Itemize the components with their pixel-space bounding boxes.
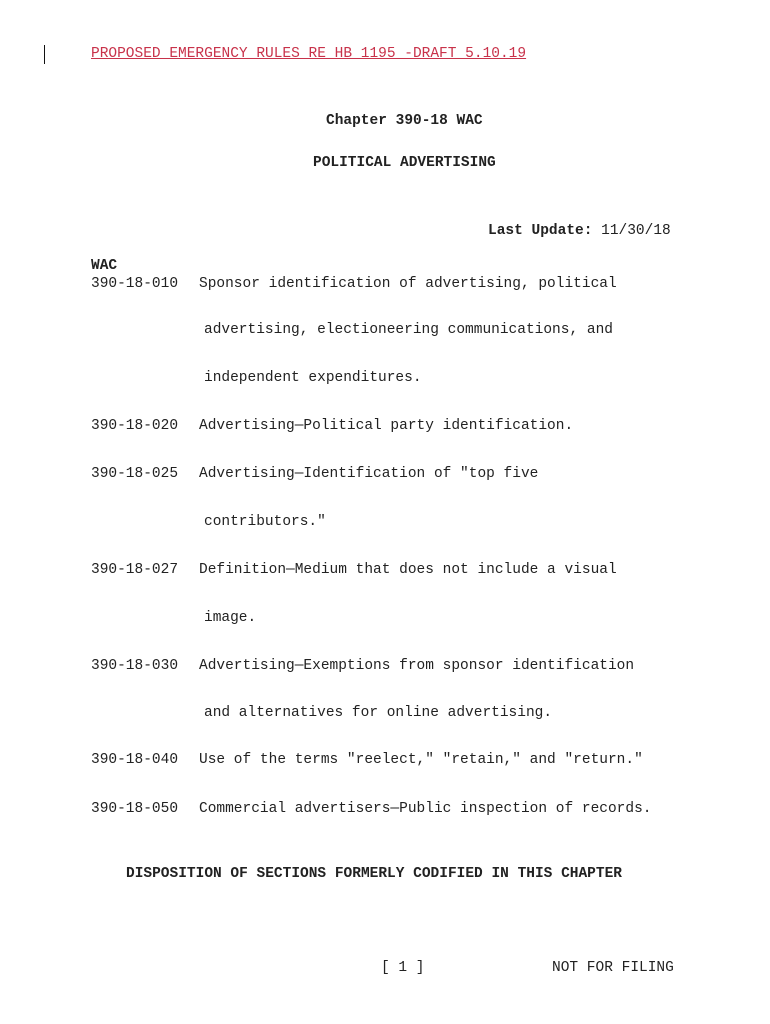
section-title-line: image. <box>204 610 257 626</box>
section-number: 390-18-025 <box>91 466 179 482</box>
section-title-line: Definition—Medium that does not include a visual <box>199 562 617 578</box>
section-title-line: independent expenditures. <box>204 370 422 386</box>
section-number: 390-18-050 <box>91 801 179 817</box>
chapter-subtitle: POLITICAL ADVERTISING <box>313 155 496 171</box>
section-title-line: contributors." <box>204 514 326 530</box>
last-update-value: 11/30/18 <box>601 223 671 239</box>
page-number: [ 1 ] <box>381 960 425 976</box>
section-number: 390-18-027 <box>91 562 179 578</box>
section-number: 390-18-030 <box>91 658 179 674</box>
footer-notice: NOT FOR FILING <box>552 960 674 976</box>
section-title-line: Advertising—Identification of "top five <box>199 466 539 482</box>
section-number: 390-18-010 <box>91 276 179 292</box>
section-title-line: Advertising—Exemptions from sponsor identification <box>199 658 635 674</box>
section-title-line: advertising, electioneering communications, and <box>204 322 613 338</box>
section-number: 390-18-020 <box>91 418 179 434</box>
draft-notice: PROPOSED EMERGENCY RULES RE HB 1195 -DRAFT 5.10.19 <box>91 46 527 62</box>
section-title-line: Commercial advertisers—Public inspection of records. <box>199 801 652 817</box>
last-update <box>488 223 671 239</box>
section-title-line: Sponsor identification of advertising, political <box>199 276 617 292</box>
section-number: 390-18-040 <box>91 752 179 768</box>
text-cursor <box>44 45 45 64</box>
section-title-line: Use of the terms "reelect," "retain," and "return." <box>199 752 643 768</box>
disposition-heading: DISPOSITION OF SECTIONS FORMERLY CODIFIED IN THIS CHAPTER <box>126 866 622 882</box>
section-title-line: Advertising—Political party identification. <box>199 418 574 434</box>
chapter-title: Chapter 390-18 WAC <box>326 113 483 129</box>
section-title-line: and alternatives for online advertising. <box>204 705 553 721</box>
toc-header: WAC <box>91 258 118 274</box>
last-update-label: Last Update: <box>488 223 593 239</box>
